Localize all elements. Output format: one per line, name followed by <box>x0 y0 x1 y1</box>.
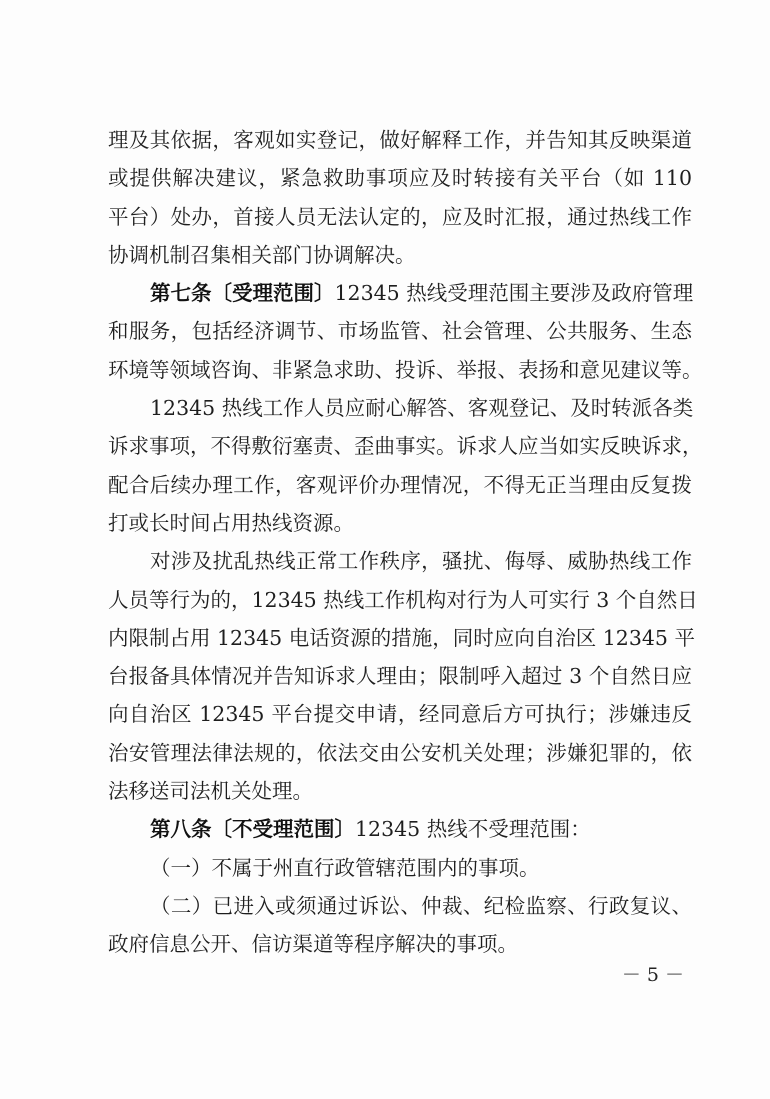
list-item: （二）已进入或须通过诉讼、仲裁、纪检监察、行政复议、 <box>150 893 692 918</box>
text-line: 治安管理法律法规的，依法交由公安机关处理；涉嫌犯罪的，依 <box>108 740 692 765</box>
text-line: 配合后续办理工作，客观评价办理情况，不得无正当理由反复拨 <box>108 472 692 497</box>
list-item: （一）不属于州直行政管辖范围内的事项。 <box>150 855 540 880</box>
article-7-heading: 第七条〔受理范围〕 <box>150 281 335 306</box>
text-line: 台报备具体情况并告知诉求人理由；限制呼入超过 3 个自然日应 <box>108 664 692 689</box>
text-line: 诉求事项，不得敷衍塞责、歪曲事实。诉求人应当如实反映诉求， <box>108 434 703 459</box>
text-line: 政府信息公开、信访渠道等程序解决的事项。 <box>108 932 518 957</box>
article-7-text: 12345 热线受理范围主要涉及政府管理 <box>334 281 694 306</box>
text-line: 和服务，包括经济调节、市场监管、社会管理、公共服务、生态 <box>108 319 692 344</box>
page-number: － 5 － <box>621 964 684 986</box>
text-line: 向自治区 12345 平台提交申请，经同意后方可执行；涉嫌违反 <box>108 702 692 727</box>
text-line: 对涉及扰乱热线正常工作秩序，骚扰、侮辱、威胁热线工作 <box>150 549 692 574</box>
text-line: 内限制占用 12345 电话资源的措施，同时应向自治区 12345 平 <box>108 625 695 650</box>
text-line <box>108 810 692 848</box>
text-line <box>108 274 692 312</box>
text-line: 协调机制召集相关部门协调解决。 <box>108 242 416 267</box>
text-line: 理及其依据，客观如实登记，做好解释工作，并告知其反映渠道 <box>108 128 692 152</box>
text-line: 12345 热线工作人员应耐心解答、客观登记、及时转派各类 <box>150 396 694 421</box>
article-8-heading: 第八条〔不受理范围〕 <box>150 817 355 842</box>
text-line: 环境等领域咨询、非紧急求助、投诉、举报、表扬和意见建议等。 <box>108 357 703 382</box>
text-line: 法移送司法机关处理。 <box>108 779 313 804</box>
text-line: 人员等行为的，12345 热线工作机构对行为人可实行 3 个自然日 <box>108 587 698 612</box>
article-8-text: 12345 热线不受理范围： <box>355 817 591 842</box>
text-line: 打或长时间占用热线资源。 <box>108 510 354 535</box>
text-line: 平台）处办，首接人员无法认定的，应及时汇报，通过热线工作 <box>108 204 692 229</box>
body-text <box>108 121 703 964</box>
text-line: 或提供解决建议，紧急救助事项应及时转接有关平台（如 110 <box>108 166 692 191</box>
